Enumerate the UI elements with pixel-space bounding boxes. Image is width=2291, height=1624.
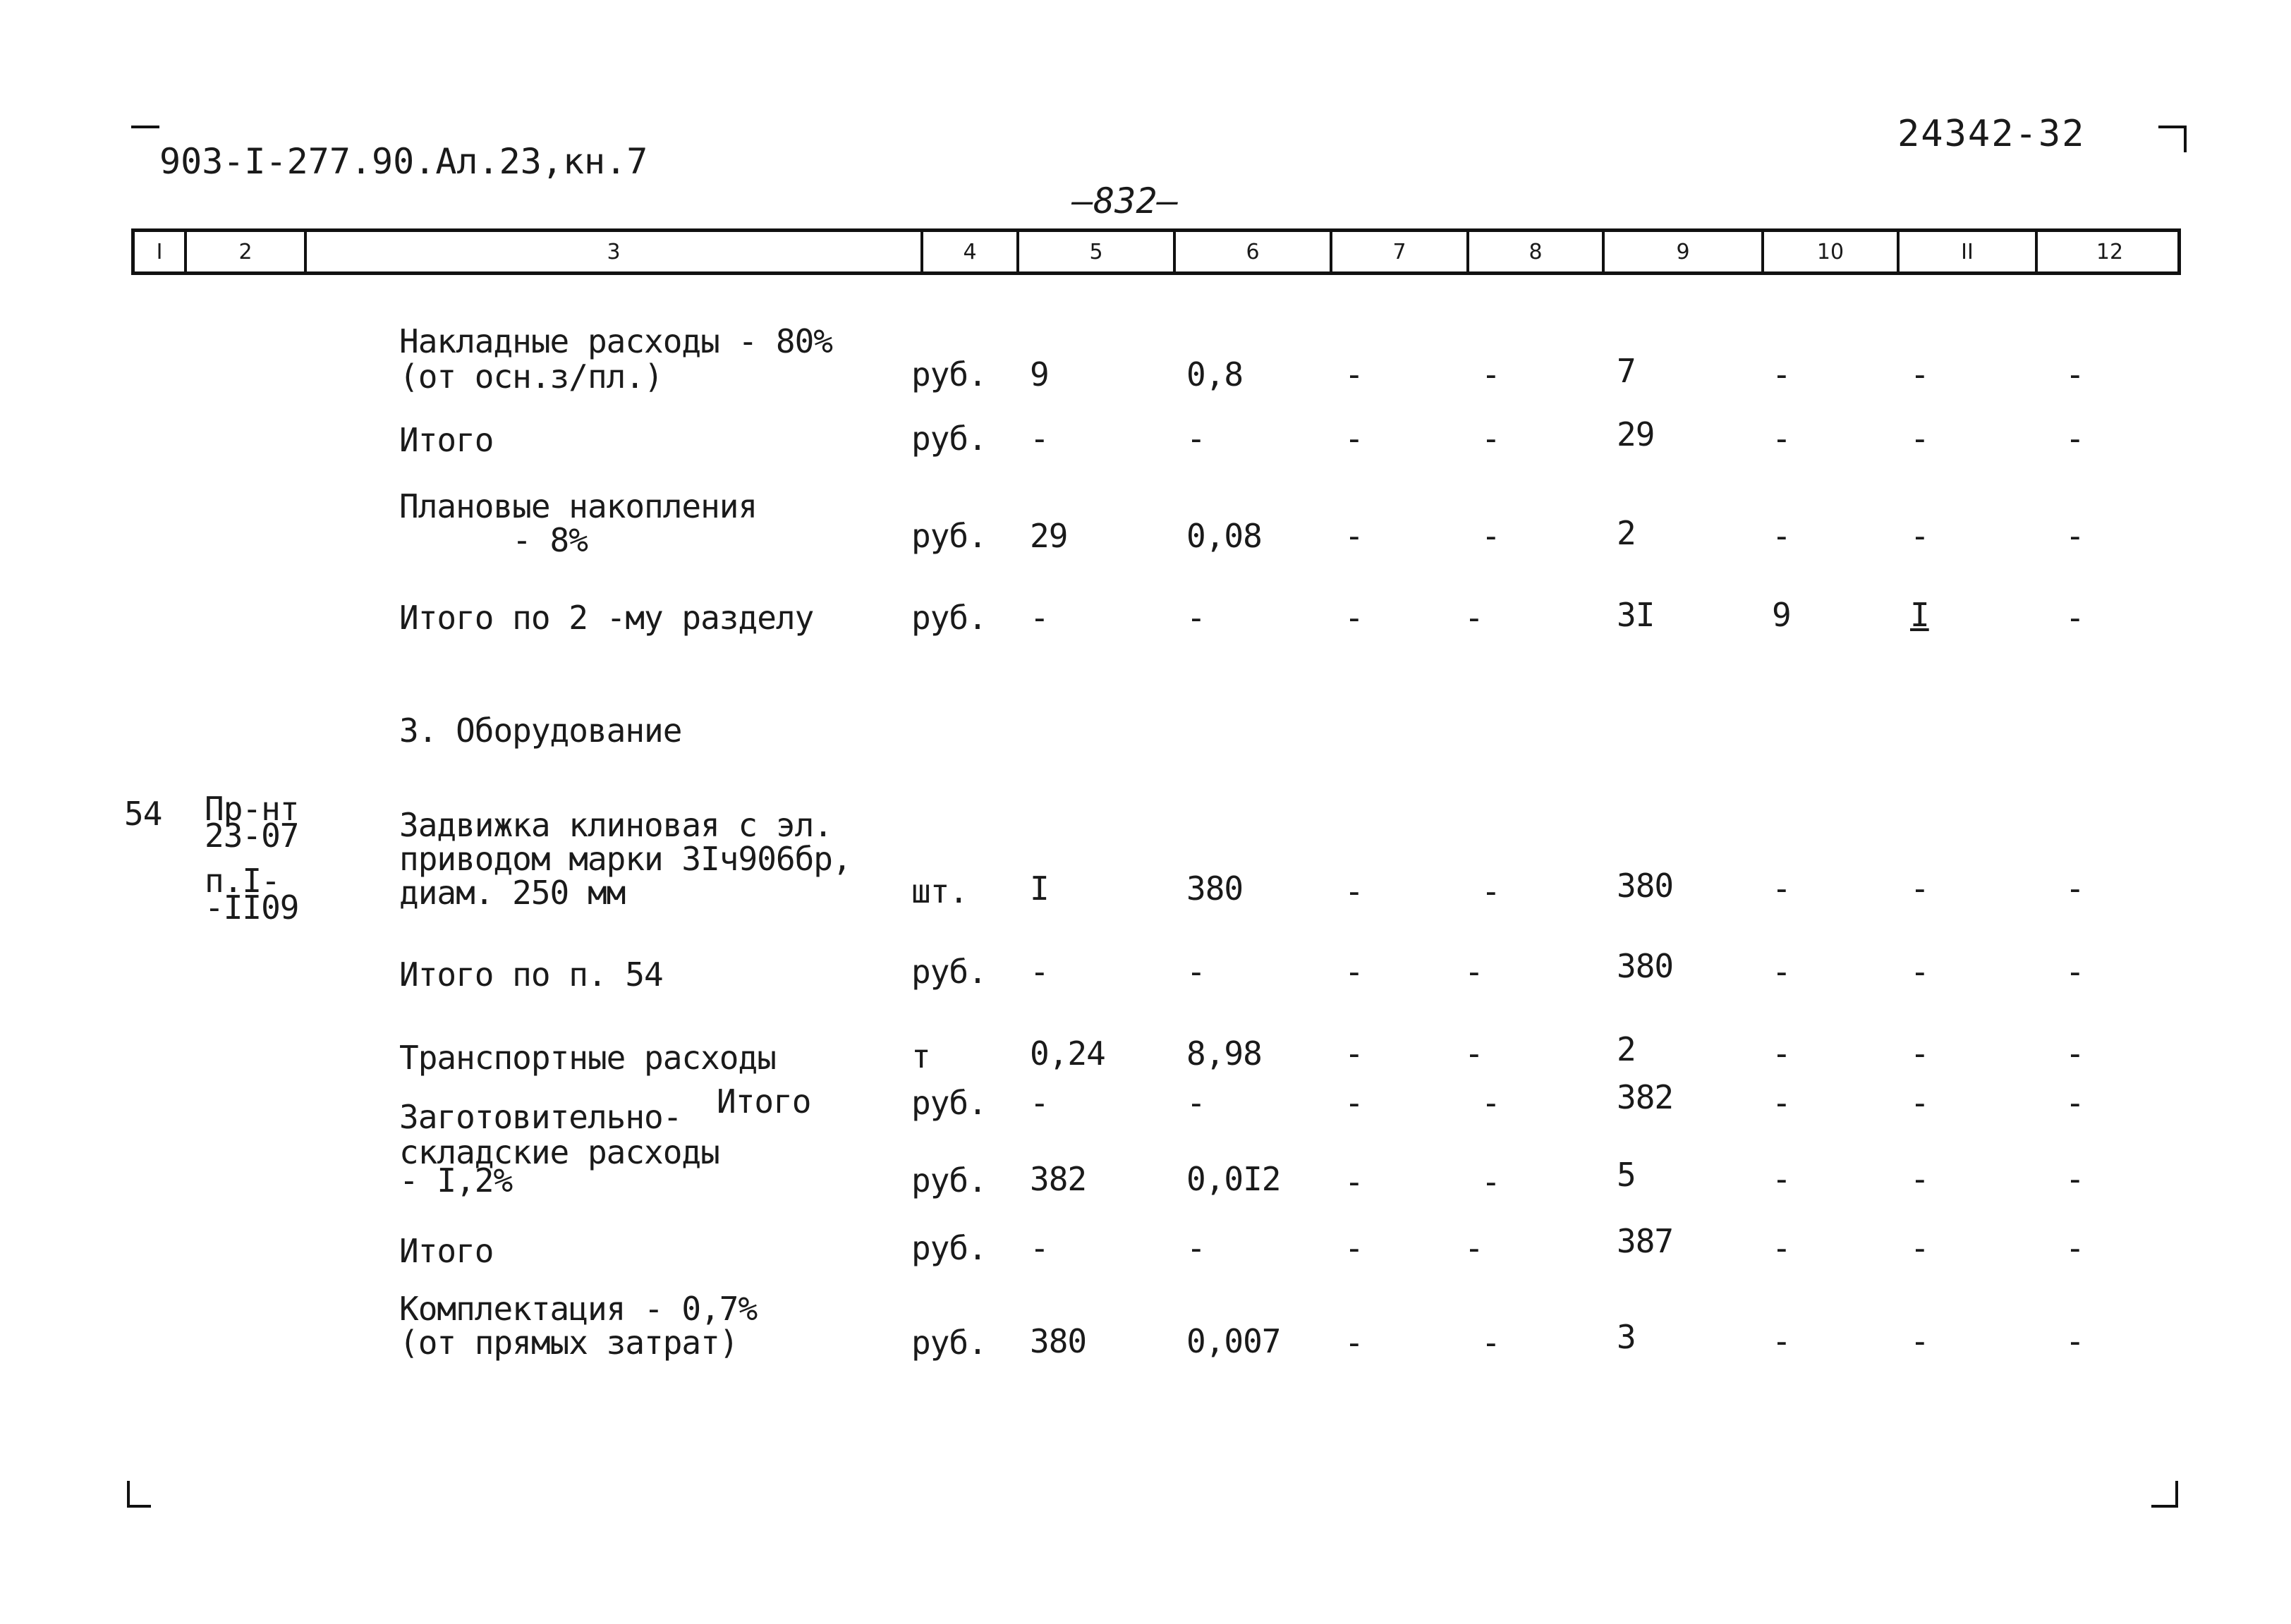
row-col5: 29 [1030, 517, 1068, 555]
row-col10: - [1772, 1322, 1791, 1360]
row-col12: - [2065, 355, 2084, 393]
item-reference-line: 23-07 [205, 817, 299, 855]
item-number: 54 [124, 795, 162, 833]
row-col11: - [1910, 1322, 1929, 1360]
row-col12: - [2065, 420, 2084, 458]
corner-mark-bottom-right [2175, 1481, 2178, 1508]
row-col6: - [1186, 953, 1205, 991]
row-description-line: Итого [717, 1082, 811, 1121]
row-col9: 382 [1617, 1078, 1674, 1116]
row-unit: руб. [911, 1324, 987, 1362]
row-col6: - [1186, 420, 1205, 458]
row-col7: - [1344, 1324, 1363, 1362]
page-number: —832— [1072, 181, 1179, 221]
row-col5: 382 [1030, 1160, 1087, 1198]
row-description-line: (от осн.з/пл.) [399, 358, 663, 396]
row-col7: - [1344, 1163, 1363, 1201]
column-header: 7 [1330, 232, 1466, 271]
row-col7: - [1344, 420, 1363, 458]
section-title: 3. Оборудование [399, 712, 682, 750]
row-col10: - [1772, 1034, 1791, 1073]
item-reference-line: п.I- [205, 862, 280, 900]
row-col12: - [2065, 517, 2084, 555]
row-col12: - [2065, 1160, 2084, 1198]
sheet-code: 24342-32 [1897, 113, 2086, 155]
row-col8: - [1481, 1084, 1500, 1122]
row-col5: - [1030, 1229, 1049, 1267]
row-col10: - [1772, 420, 1791, 458]
row-col9: 3 [1617, 1318, 1636, 1356]
row-col8: - [1481, 355, 1500, 393]
row-description-line: Накладные расходы - 80% [399, 322, 832, 360]
row-unit: руб. [911, 517, 987, 555]
row-col8: - [1464, 599, 1483, 637]
row-description-line: Задвижка клиновая с эл. [399, 806, 832, 844]
row-col8: - [1481, 1324, 1500, 1362]
row-description-line: (от прямых затрат) [399, 1324, 739, 1362]
row-col9: 380 [1617, 947, 1674, 985]
corner-mark-top-left [131, 126, 159, 128]
item-reference-line: -II09 [205, 889, 299, 927]
row-description-line: Итого [399, 421, 494, 459]
column-header: 4 [920, 232, 1016, 271]
corner-mark-top-right [2158, 126, 2187, 128]
row-col10: - [1772, 953, 1791, 991]
row-col5: - [1030, 420, 1049, 458]
row-col8: - [1481, 1163, 1500, 1201]
row-unit: руб. [911, 1084, 987, 1122]
column-header: 6 [1173, 232, 1330, 271]
row-description-line: Транспортные расходы [399, 1039, 776, 1077]
row-col10: - [1772, 1160, 1791, 1198]
row-col7: - [1344, 1229, 1363, 1267]
row-col9: 5 [1617, 1156, 1636, 1194]
row-description-line: Итого по п. 54 [399, 956, 663, 994]
row-col6: 8,98 [1186, 1034, 1262, 1073]
row-col11: - [1910, 869, 1929, 908]
row-col11: - [1910, 355, 1929, 393]
row-unit: руб. [911, 953, 987, 991]
row-col6: 380 [1186, 869, 1244, 908]
row-col8: - [1481, 872, 1500, 910]
row-col10: - [1772, 517, 1791, 555]
row-col9: 380 [1617, 867, 1674, 905]
row-col11: - [1910, 420, 1929, 458]
column-header: 9 [1602, 232, 1761, 271]
row-description-line: Комплектация - 0,7% [399, 1290, 758, 1328]
row-col7: - [1344, 1034, 1363, 1073]
row-col12: - [2065, 1229, 2084, 1267]
row-col11: - [1910, 1084, 1929, 1122]
row-col5: I [1030, 869, 1049, 908]
row-col11: - [1910, 1034, 1929, 1073]
row-col12: - [2065, 1034, 2084, 1073]
row-col5: 0,24 [1030, 1034, 1105, 1073]
row-description-line: Итого [399, 1232, 494, 1270]
row-col9: 3I [1617, 596, 1655, 634]
row-col9: 7 [1617, 352, 1636, 390]
row-unit: руб. [911, 355, 987, 393]
row-col7: - [1344, 355, 1363, 393]
row-col5: - [1030, 1084, 1049, 1122]
row-col10: - [1772, 355, 1791, 393]
row-col7: - [1344, 1084, 1363, 1122]
row-col12: - [2065, 1084, 2084, 1122]
corner-mark-top-right-v [2184, 126, 2187, 152]
row-unit: руб. [911, 1229, 987, 1267]
document-code: 903-I-277.90.Ал.23,кн.7 [159, 141, 648, 182]
row-col9: 2 [1617, 1030, 1636, 1068]
row-col9: 2 [1617, 514, 1636, 552]
column-header: I [156, 240, 163, 264]
column-header: II [1897, 232, 2035, 271]
row-col7: - [1344, 872, 1363, 910]
column-header: 3 [304, 232, 920, 271]
row-col11: I [1910, 596, 1929, 634]
row-col6: - [1186, 1229, 1205, 1267]
column-header: 2 [184, 232, 304, 271]
row-description-line: складские расходы [399, 1133, 719, 1171]
row-col7: - [1344, 517, 1363, 555]
item-reference-line: Пр-нт [205, 790, 299, 828]
row-col10: - [1772, 1084, 1791, 1122]
row-col6: 0,0I2 [1186, 1160, 1281, 1198]
row-col10: - [1772, 1229, 1791, 1267]
column-header-row [131, 228, 2181, 275]
row-unit: руб. [911, 1161, 987, 1199]
row-col6: - [1186, 599, 1205, 637]
row-unit: руб. [911, 420, 987, 458]
row-col5: 9 [1030, 355, 1049, 393]
row-col9: 29 [1617, 415, 1655, 453]
row-unit: т [911, 1037, 930, 1075]
column-header: 12 [2035, 232, 2182, 271]
row-col12: - [2065, 599, 2084, 637]
row-description-line: Заготовительно- [399, 1098, 682, 1136]
row-col6: 0,08 [1186, 517, 1262, 555]
row-col6: - [1186, 1084, 1205, 1122]
row-col5: 380 [1030, 1322, 1087, 1360]
row-col12: - [2065, 953, 2084, 991]
row-col11: - [1910, 1160, 1929, 1198]
row-col12: - [2065, 869, 2084, 908]
row-col6: 0,8 [1186, 355, 1244, 393]
column-header: 10 [1761, 232, 1897, 271]
row-description-line: приводом марки 3Iч906бр, [399, 840, 851, 878]
row-unit: руб. [911, 599, 987, 637]
row-col11: - [1910, 953, 1929, 991]
row-col8: - [1464, 1034, 1483, 1073]
corner-mark-bottom-right-h [2151, 1505, 2178, 1508]
row-col12: - [2065, 1322, 2084, 1360]
row-unit: шт. [911, 872, 968, 910]
row-col5: - [1030, 953, 1049, 991]
row-col6: 0,007 [1186, 1322, 1281, 1360]
row-col8: - [1481, 420, 1500, 458]
column-header: 8 [1466, 232, 1602, 271]
row-col10: 9 [1772, 596, 1791, 634]
row-description-line: диам. 250 мм [399, 874, 626, 912]
row-col8: - [1464, 953, 1483, 991]
row-col9: 387 [1617, 1222, 1674, 1260]
row-col11: - [1910, 517, 1929, 555]
row-description-line: Итого по 2 -му разделу [399, 599, 814, 637]
row-description-line: - 8% [399, 521, 588, 559]
row-description-line: Плановые накопления [399, 487, 758, 525]
row-col7: - [1344, 953, 1363, 991]
row-col11: - [1910, 1229, 1929, 1267]
row-col7: - [1344, 599, 1363, 637]
corner-mark-bottom-left-h [127, 1505, 151, 1508]
row-col8: - [1464, 1229, 1483, 1267]
row-col5: - [1030, 599, 1049, 637]
row-col10: - [1772, 869, 1791, 908]
column-header: 5 [1016, 232, 1173, 271]
row-col8: - [1481, 517, 1500, 555]
page-number-value: 832 [1093, 181, 1157, 221]
row-description-line: - I,2% [399, 1161, 513, 1199]
corner-mark-bottom-left [127, 1481, 130, 1508]
